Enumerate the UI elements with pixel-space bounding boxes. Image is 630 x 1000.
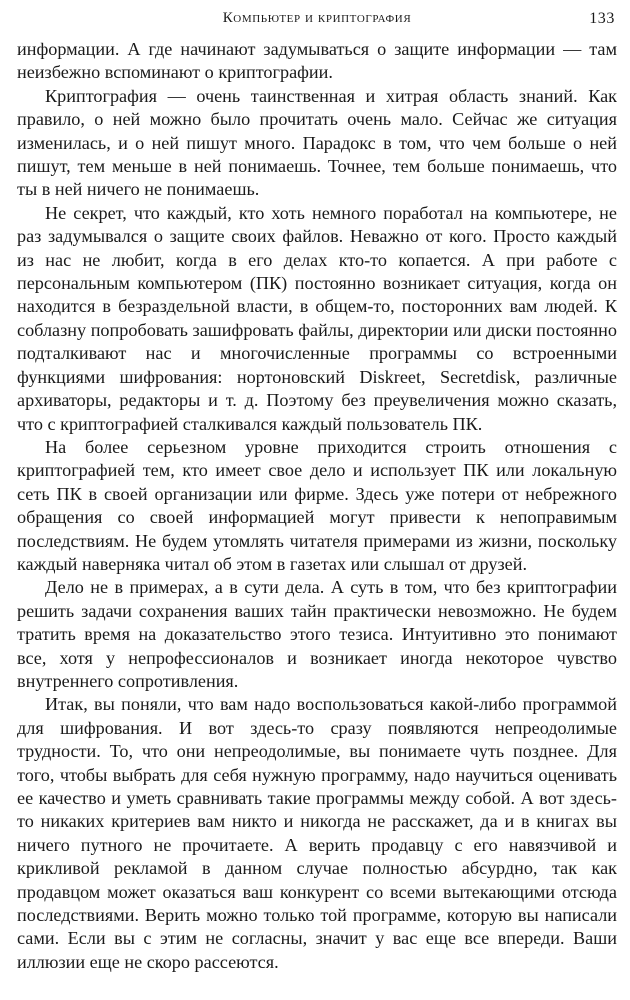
paragraph: Криптография — очень таинственная и хитрая область знаний. Как правило, о ней можно было прочитать очень мало. Сейчас же ситуация изменилась, и о ней пишут много. Парадокс в том, что чем больше о ней пишут, тем меньше в ней понимаешь. Точнее, тем больше понимаешь, что ты в ней ничего не понимаешь. <box>17 85 617 200</box>
paragraph: Не секрет, что каждый, кто хоть немного поработал на компьютере, не раз задумывался о защите своих файлов. Неважно от кого. Просто каждый из нас не любит, когда в его делах кто-то копается. А при работе с персональным компьютером (ПК) постоянно возникает ситуация, когда он находится в безраздельной власти, в общем-то, посторонних вам людей. К соблазну попробовать зашифровать файлы, директории или диски постоянно подталкивают нас и многочисленные программы со встроенными функциями шифрования: нортоновский Diskreet, Secretdisk, различные архиваторы, редакторы и т. д. Поэтому без преувеличения можно сказать, что с криптографией сталкивался каждый пользователь ПК. <box>17 202 617 434</box>
running-header <box>17 6 617 38</box>
paragraph: Дело не в примерах, а в сути дела. А суть в том, что без криптографии решить задачи сохранения ваших тайн практически невозможно. Не будем тратить время на доказательство этого тезиса. Интуитивно это понимают все, хотя у непрофессионалов и возникает иногда некоторое чувство внутреннего сопротивления. <box>17 577 617 691</box>
running-title: Компьютер и криптография <box>222 10 412 26</box>
paragraph: Итак, вы поняли, что вам надо воспользоваться какой-либо программой для шифрования. И вот здесь-то сразу появляются непреодолимые трудности. То, что они непреодолимые, вы понимаете чуть позднее. Для того, чтобы выбрать для себя нужную программу, надо научиться оценивать ее качество и уметь сравнивать такие программы между собой. А вот здесь-то никаких критериев вам никто и никогда не расскажет, да и в книгах вы ничего путного не прочитаете. А верить продавцу с его навязчивой и крикливой рекламой в данном случае полностью абсурдно, так как продавцом может оказаться ваш конкурент со всеми вытекающими отсюда последствиями. Верить можно только той программе, которую вы написали сами. Если вы с этим не согласны, значит у вас еще все впереди. Ваши иллюзии еще не скоро рассеются. <box>17 694 617 972</box>
body-text <box>17 38 617 974</box>
paragraph: На более серьезном уровне приходится строить отношения с криптографией тем, кто имеет свое дело и использует ПК или локальную сеть ПК в своей организации или фирме. Здесь уже потери от небрежного обращения со своей информацией могут привести к непоправимым последствиям. Не будем утомлять читателя примерами из жизни, поскольку каждый наверняка читал об этом в газетах или слышал от друзей. <box>17 436 617 574</box>
page-number: 133 <box>589 10 615 27</box>
paragraph-continued: информации. А где начинают задумываться о защите информации — там неизбежно вспоминают о криптографии. <box>17 39 617 83</box>
